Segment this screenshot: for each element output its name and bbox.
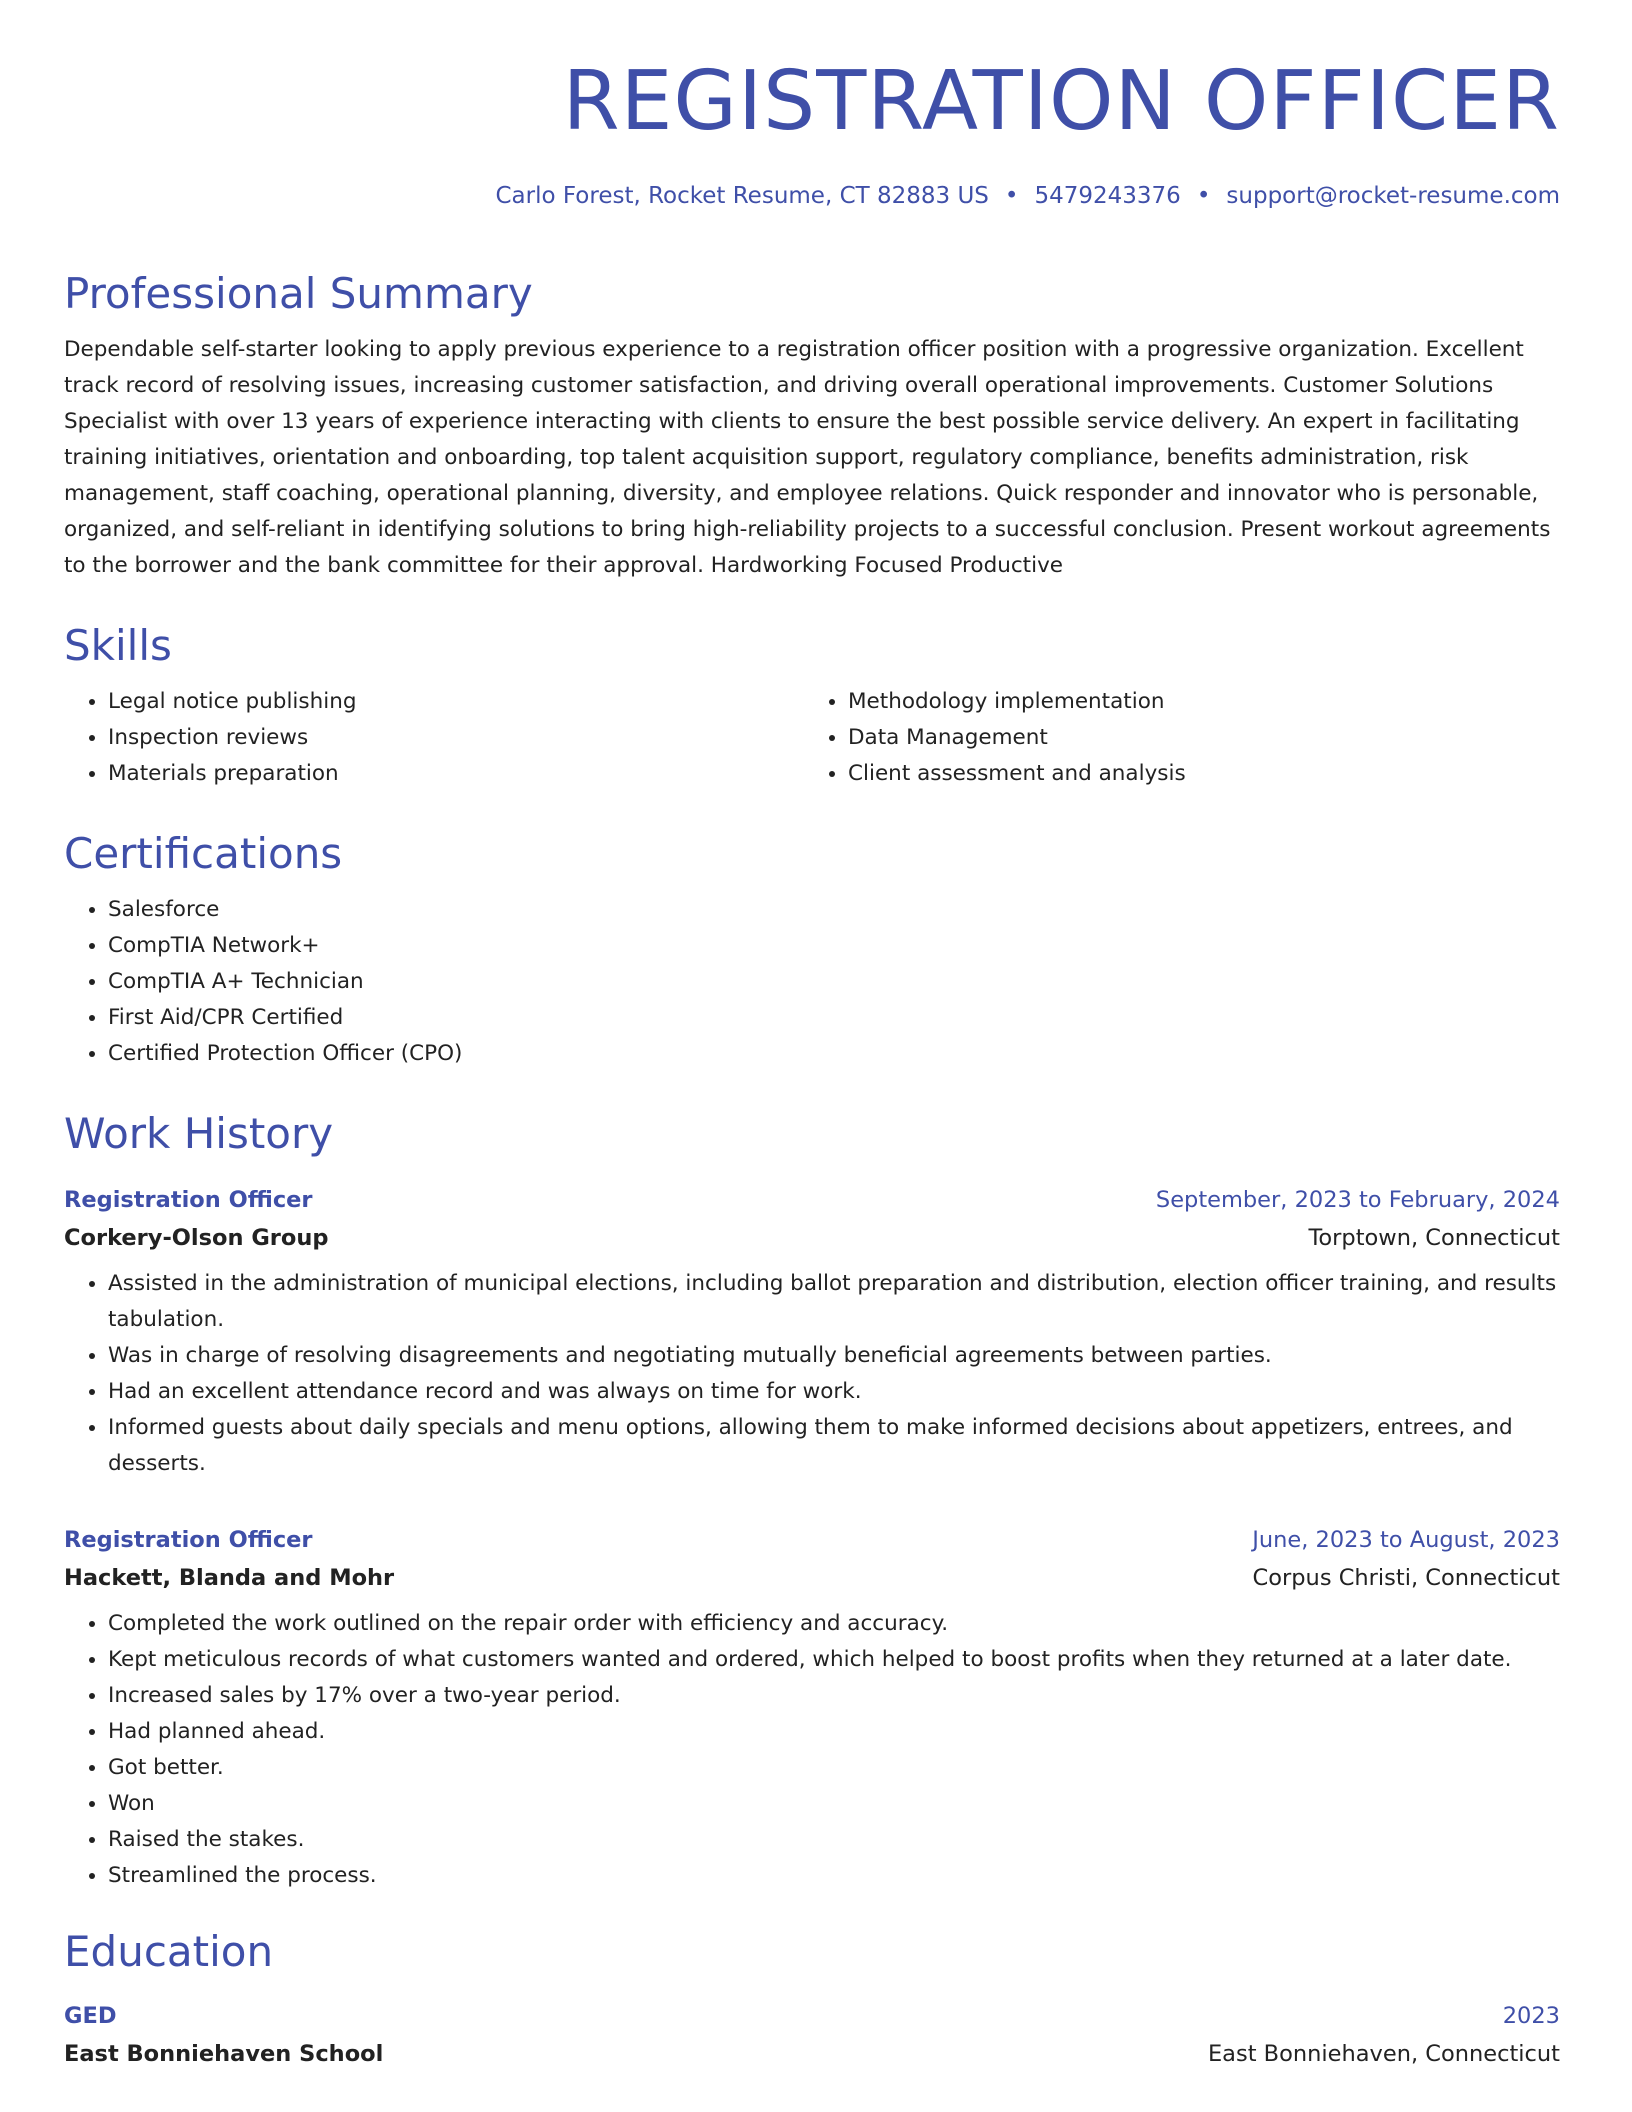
certification-item: • Certified Protection Officer (CPO) <box>108 1036 1560 1072</box>
contact-phone: 5479243376 <box>1034 183 1181 209</box>
job-bullet: • Was in charge of resolving disagreements and negotiating mutually beneficial agreements between parties. <box>108 1338 1560 1374</box>
work-history-heading: Work History <box>64 1109 334 1158</box>
skill-item: • Methodology implementation <box>848 684 1544 720</box>
job-title: Registration Officer <box>64 1527 313 1553</box>
contact-separator: • <box>1004 183 1019 209</box>
job-company: Hackett, Blanda and Mohr <box>64 1565 395 1591</box>
resume-page <box>64 0 1560 2074</box>
job-bullet: • Had an excellent attendance record and was always on time for work. <box>108 1374 1560 1410</box>
education-school-row <box>64 2034 1560 2074</box>
job-header-row <box>64 1182 1560 1218</box>
job-bullet: • Raised the stakes. <box>108 1822 1560 1858</box>
skill-item: • Data Management <box>848 720 1544 756</box>
contact-address: Carlo Forest, Rocket Resume, CT 82883 US <box>495 183 989 209</box>
contact-line <box>64 180 1560 212</box>
job-bullet: • Streamlined the process. <box>108 1858 1560 1894</box>
job-bullet: • Got better. <box>108 1750 1560 1786</box>
certification-item: • CompTIA Network+ <box>108 928 1560 964</box>
job-bullet: • Completed the work outlined on the repair order with efficiency and accuracy. <box>108 1606 1560 1642</box>
education-heading: Education <box>64 1927 274 1976</box>
skill-item: • Inspection reviews <box>108 720 804 756</box>
education-location: East Bonniehaven, Connecticut <box>1207 2041 1560 2067</box>
job-bullet: • Had planned ahead. <box>108 1714 1560 1750</box>
education-degree: GED <box>64 2003 117 2029</box>
education-entry <box>64 1998 1560 2074</box>
job-entry <box>64 1522 1560 1894</box>
resume-title: REGISTRATION OFFICER <box>562 54 1560 149</box>
skills-list-left <box>64 684 804 792</box>
skills-list-right <box>804 684 1544 792</box>
job-bullet: • Won <box>108 1786 1560 1822</box>
job-dates: September, 2023 to February, 2024 <box>1155 1187 1560 1213</box>
job-bullets <box>64 1606 1560 1894</box>
job-entry <box>64 1182 1560 1482</box>
job-bullet: • Increased sales by 17% over a two-year period. <box>108 1678 1560 1714</box>
job-company: Corkery-Olson Group <box>64 1225 329 1251</box>
certification-item: • First Aid/CPR Certified <box>108 1000 1560 1036</box>
job-header-row <box>64 1522 1560 1558</box>
skill-item: • Legal notice publishing <box>108 684 804 720</box>
education-header-row <box>64 1998 1560 2034</box>
job-company-row <box>64 1558 1560 1598</box>
certifications-list <box>64 892 1560 1072</box>
summary-heading: Professional Summary <box>64 269 533 318</box>
education-school: East Bonniehaven School <box>64 2041 384 2067</box>
job-dates: June, 2023 to August, 2023 <box>1252 1527 1560 1553</box>
skills-heading: Skills <box>64 621 172 670</box>
job-location: Corpus Christi, Connecticut <box>1252 1565 1560 1591</box>
certification-item: • Salesforce <box>108 892 1560 928</box>
job-bullet: • Informed guests about daily specials and menu options, allowing them to make informed decisions about appetizers, entrees, and desserts. <box>108 1410 1560 1482</box>
certification-item: • CompTIA A+ Technician <box>108 964 1560 1000</box>
certifications-heading: Certifications <box>64 829 343 878</box>
skill-item: • Client assessment and analysis <box>848 756 1544 792</box>
job-bullets <box>64 1266 1560 1482</box>
skill-item: • Materials preparation <box>108 756 804 792</box>
contact-separator: • <box>1196 183 1211 209</box>
job-bullet: • Assisted in the administration of municipal elections, including ballot preparation and distribution, election officer training, and results tabulation. <box>108 1266 1560 1338</box>
skills-columns <box>64 684 1560 792</box>
job-location: Torptown, Connecticut <box>1308 1225 1560 1251</box>
contact-email: support@rocket-resume.com <box>1226 183 1560 209</box>
education-year: 2023 <box>1502 2003 1560 2029</box>
summary-text: Dependable self-starter looking to apply previous experience to a registration officer position with a progressive organization. Excellent track record of resolving issues, increasing customer satisfaction, and driving overall operational improvements. Customer Solutions Specialist with over 13 years of experience interacting with clients to ensure the best possible service delivery. An expert in facilitating training initiatives, orientation and onboarding, top talent acquisition support, regulatory compliance, benefits administration, risk management, staff coaching, operational planning, diversity, and employee relations. Quick responder and innovator who is personable, organized, and self-reliant in identifying solutions to bring high-reliability projects to a successful conclusion. Present workout agreements to the borrower and the bank committee for their approval. Hardworking Focused Productive <box>64 337 1551 578</box>
job-title: Registration Officer <box>64 1187 313 1213</box>
job-bullet: • Kept meticulous records of what customers wanted and ordered, which helped to boost profits when they returned at a later date. <box>108 1642 1560 1678</box>
job-company-row <box>64 1218 1560 1258</box>
